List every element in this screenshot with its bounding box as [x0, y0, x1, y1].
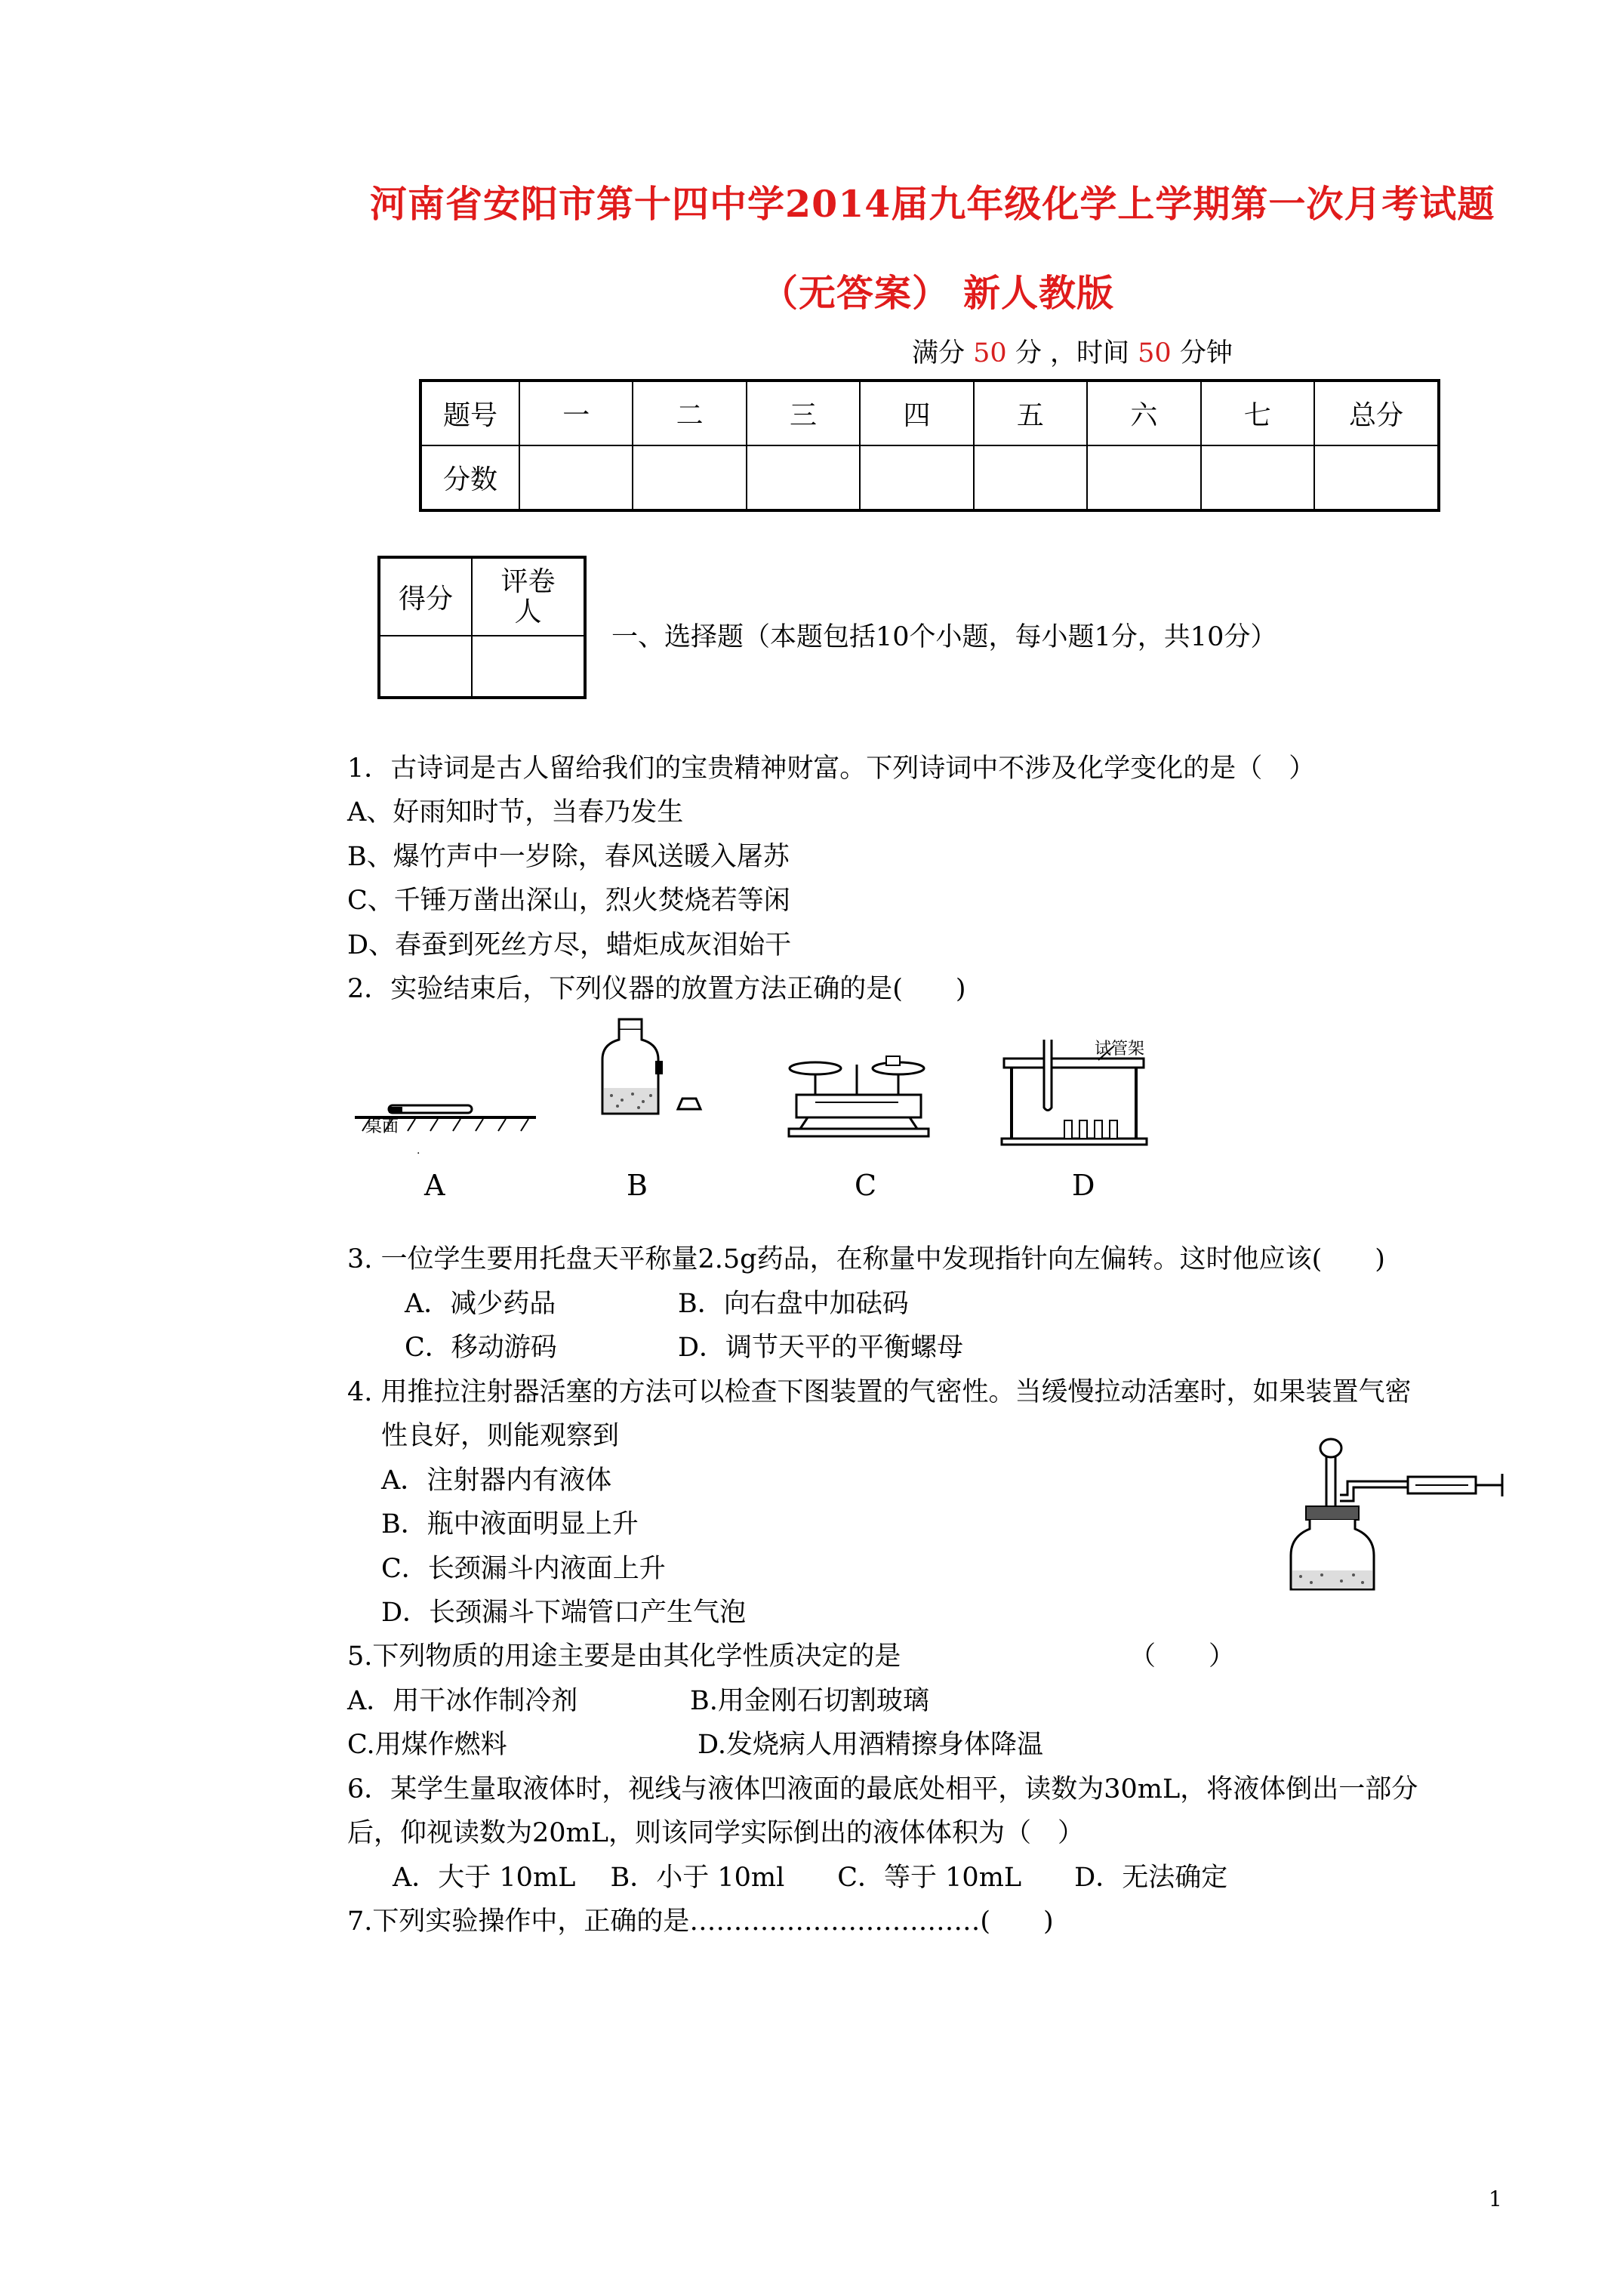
q5-option-b: B.用金刚石切割玻璃: [690, 1686, 929, 1716]
grader-table: [377, 556, 587, 699]
grader-label: 评卷 人: [472, 557, 585, 636]
q3-stem: 3. 一位学生要用托盘天平称量2.5g药品，在称量中发现指针向左偏转。这时他应该( ): [347, 1244, 1385, 1274]
q4-option-c: C．长颈漏斗内液面上升: [381, 1554, 666, 1584]
q4-option-a: A．注射器内有液体: [381, 1465, 612, 1496]
q5-option-c: C.用煤作燃料: [347, 1730, 507, 1760]
q3-option-a: A．减少药品: [405, 1289, 556, 1319]
q4-option-d: D．长颈漏斗下端管口产生气泡: [381, 1598, 747, 1628]
score-table-header-cell: 七: [1201, 381, 1314, 445]
q4-apparatus-figure: [1287, 1435, 1506, 1593]
q2-label-c: C: [855, 1169, 877, 1202]
score-cell[interactable]: [1087, 445, 1200, 510]
score-table-header-cell: 总分: [1314, 381, 1439, 445]
grader-name-cell[interactable]: [472, 636, 585, 698]
time-value: 50: [1138, 338, 1172, 368]
score-cell[interactable]: [633, 445, 746, 510]
q6-stem-line-2: 后，仰视读数为20mL，则该同学实际倒出的液体体积为（ ）: [347, 1818, 1084, 1848]
grader-score-label: 得分: [379, 557, 472, 636]
q2-rack-label: 试管架: [1095, 1040, 1145, 1059]
score-table: [419, 379, 1440, 512]
q2-label-b: B: [627, 1169, 648, 1202]
score-cell[interactable]: [1314, 445, 1439, 510]
title-line-1: 河南省安阳市第十四中学2014届九年级化学上学期第一次月考试题: [370, 182, 1495, 226]
q2-label-d: D: [1072, 1169, 1095, 1202]
q6-stem-line-1: 6．某学生量取液体时，视线与液体凹液面的最底处相平，读数为30mL，将液体倒出一部分: [347, 1774, 1418, 1804]
score-table-header-cell: 六: [1087, 381, 1200, 445]
q2-figure-b: [596, 1015, 710, 1121]
score-table-header-cell: 一: [519, 381, 633, 445]
score-cell[interactable]: [860, 445, 973, 510]
score-table-header-cell: 二: [633, 381, 746, 445]
q5-option-a: A．用干冰作制冷剂: [347, 1686, 578, 1716]
q3-option-b: B．向右盘中加砝码: [678, 1289, 909, 1319]
q1-option-b: B、爆竹声中一岁除，春风送暖入屠苏: [347, 842, 790, 872]
q1-stem: 1．古诗词是古人留给我们的宝贵精神财富。下列诗词中不涉及化学变化的是（ ）: [347, 754, 1316, 784]
score-cell[interactable]: [519, 445, 633, 510]
q4-stem-line-2: 性良好，则能观察到: [381, 1421, 620, 1451]
score-table-header-cell: 五: [974, 381, 1087, 445]
q1-option-c: C、千锤万凿出深山，烈火焚烧若等闲: [347, 886, 790, 916]
section-1-heading: 一、选择题（本题包括10个小题，每小题1分，共10分）: [611, 622, 1277, 652]
score-cell[interactable]: [1201, 445, 1314, 510]
score-cell[interactable]: [747, 445, 860, 510]
q5-stem: 5.下列物质的用途主要是由其化学性质决定的是: [347, 1641, 901, 1672]
q7-stem: 7.下列实验操作中，正确的是……………………………( ): [347, 1906, 1054, 1937]
q2-stem: 2．实验结束后，下列仪器的放置方法正确的是( ): [347, 974, 966, 1004]
q6-options: A．大于 10mL B．小于 10ml C．等于 10mL D．无法确定: [393, 1863, 1228, 1893]
full-score-value: 50: [973, 338, 1007, 368]
q1-option-a: A、好雨知时节，当春乃发生: [347, 797, 684, 827]
score-table-row-label: 分数: [420, 445, 519, 510]
score-table-header-cell: 三: [747, 381, 860, 445]
full-score-line: 满分 50 分 ，时间 50 分钟: [912, 338, 1233, 368]
q5-answer-paren: （ ）: [1129, 1641, 1236, 1672]
q1-option-d: D、春蚕到死丝方尽，蜡炬成灰泪始干: [347, 930, 792, 960]
score-table-header-cell: 题号: [420, 381, 519, 445]
page-number: 1: [1489, 2187, 1502, 2211]
q4-option-b: B．瓶中液面明显上升: [381, 1509, 639, 1539]
q5-option-d: D.发烧病人用酒精擦身体降温: [698, 1730, 1043, 1760]
grader-score-cell[interactable]: [379, 636, 472, 698]
score-table-header-cell: 四: [860, 381, 973, 445]
q3-option-c: C．移动游码: [405, 1333, 557, 1363]
q2-table-label: 桌面: [365, 1117, 399, 1136]
q3-option-d: D．调节天平的平衡螺母: [678, 1333, 964, 1363]
score-cell[interactable]: [974, 445, 1087, 510]
title-line-2: （无答案） 新人教版: [761, 271, 1115, 315]
q2-label-a: A: [424, 1169, 445, 1202]
q4-stem-line-1: 4. 用推拉注射器活塞的方法可以检查下图装置的气密性。当缓慢拉动活塞时，如果装置气密: [347, 1377, 1412, 1407]
q2-figure-c: [785, 1053, 936, 1144]
